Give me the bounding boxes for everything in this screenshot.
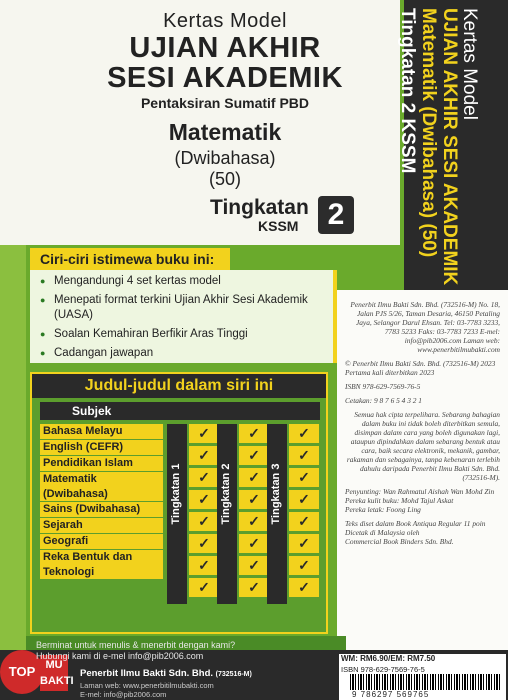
publisher-address: Penerbit Ilmu Bakti Sdn. Bhd. (732516-M) No. 18, Jalan PJS 5/26, Taman Desaria, 46150 Petaling Jaya, Selangor Darul Ehsan. Tel: 03-7783 3233, 7783 5233 Faks: 03-7783 7233 E-mel: info@pib2006.com Laman web: www.penerbitilmubakti.com — [350, 300, 500, 354]
subject-header: Subjek — [40, 402, 320, 420]
publisher-name — [80, 668, 252, 679]
check-icon: ✓ — [289, 534, 319, 553]
subject-cell: Geografi — [40, 534, 163, 549]
barcode-number: 9 786297 569765 — [352, 690, 430, 699]
check-icon: ✓ — [239, 534, 269, 553]
check-icon: ✓ — [189, 534, 219, 553]
publisher-info — [345, 300, 500, 551]
series-title: Judul-judul dalam siri ini — [32, 374, 326, 398]
penyunting: Penyunting: Wan Rahmatul Aishah Wan Mohd Zin — [345, 487, 495, 496]
tingkatan-block — [210, 196, 370, 240]
subject-cell: English (CEFR) — [40, 440, 163, 455]
features-item: ● Cadangan jawapan — [40, 346, 327, 361]
email-link[interactable]: E-mel: info@pib2006.com — [80, 690, 167, 699]
kertas-model-label: Kertas Model — [163, 10, 287, 32]
isbn-label: ISBN 978-629-7569-76-5 — [341, 665, 425, 674]
check-icon: ✓ — [189, 578, 219, 597]
subject-cell: Matematik (Dwibahasa) — [40, 472, 163, 501]
subject-title: Matematik — [168, 119, 282, 145]
check-icon: ✓ — [239, 512, 269, 531]
level-badge: 2 — [318, 196, 354, 234]
spine-line-3: Matematik (Dwibahasa) (50) — [418, 8, 439, 258]
check-icon: ✓ — [289, 512, 319, 531]
tingkatan-column-label: Tingkatan 3 — [270, 463, 282, 525]
check-icon: ✓ — [289, 446, 319, 465]
price-label: WM: RM6.90/EM: RM7.50 — [341, 654, 436, 663]
pentaksiran-subtitle: Pentaksiran Sumatif PBD — [140, 95, 310, 111]
features-title: Ciri-ciri istimewa buku ini: — [30, 248, 230, 270]
subject-cell: Reka Bentuk dan Teknologi — [40, 550, 163, 579]
spine-line-4: Tingkatan 2 KSSM — [397, 8, 418, 174]
ujian-title-line1: UJIAN AKHIR — [129, 32, 321, 64]
features-item: ● Soalan Kemahiran Berfikir Aras Tinggi — [40, 327, 327, 342]
rights-notice: Semua hak cipta terpelihara. Sebarang bahagian dalam buku ini tidak boleh diterbitkan semula, disimpan dalam cara yang boleh digunakan lagi, ataupun dipindahkan dalam sebarang bentuk atau cara, baik secara elektronik, mekanik, gambar, rakaman dan sebagainya, tanpa kebenaran terlebih dahulu daripada Penerbit Ilmu Bakti Sdn. Bhd. (732516-M). — [346, 410, 500, 482]
pereka-letak: Pereka letak: Foong Ling — [345, 505, 421, 514]
spine-line-2: UJIAN AKHIR SESI AKADEMIK — [439, 8, 460, 286]
check-icon: ✓ — [289, 468, 319, 487]
footer-links — [80, 681, 214, 699]
cetakan: Cetakan: 9 8 7 6 5 4 3 2 1 — [345, 396, 422, 405]
check-icon: ✓ — [189, 490, 219, 509]
dwibahasa-label: (Dwibahasa) — [174, 148, 276, 168]
subject-cell: Bahasa Melayu — [40, 424, 163, 439]
check-icon: ✓ — [189, 446, 219, 465]
check-icon: ✓ — [239, 490, 269, 509]
tingkatan-column — [267, 424, 287, 604]
pereka-kulit: Pereka kulit buku: Mohd Tajul Askat — [345, 496, 454, 505]
check-icon: ✓ — [289, 424, 319, 443]
contact-line-2: Hubungi kami di e-mel info@pib2006.com — [36, 651, 204, 661]
tingkatan-column-label: Tingkatan 2 — [220, 463, 232, 525]
kssm-label: KSSM — [258, 218, 299, 234]
check-icon: ✓ — [289, 578, 319, 597]
print-info — [345, 519, 500, 546]
check-icon: ✓ — [189, 512, 219, 531]
check-icon: ✓ — [189, 556, 219, 575]
check-icon: ✓ — [289, 556, 319, 575]
check-icon: ✓ — [239, 424, 269, 443]
check-icon: ✓ — [239, 446, 269, 465]
publisher-name-text: Penerbit Ilmu Bakti Sdn. Bhd. — [80, 668, 214, 679]
printer-name: Commercial Book Binders Sdn. Bhd. — [345, 537, 454, 546]
tingkatan-column — [217, 424, 237, 604]
features-box — [30, 248, 337, 363]
check-icon: ✓ — [239, 578, 269, 597]
dicetak: Dicetak di Malaysia oleh — [345, 528, 420, 537]
series-box — [30, 372, 328, 634]
title-block — [60, 10, 390, 190]
check-icon: ✓ — [239, 556, 269, 575]
subject-cell: Sains (Dwibahasa) — [40, 502, 163, 517]
subject-cell: Pendidikan Islam — [40, 456, 163, 471]
contact-line-1: Berminat untuk menulis & menerbit dengan kami? — [36, 640, 236, 650]
ujian-title-line2: SESI AKADEMIK — [107, 62, 343, 94]
barcode — [350, 674, 500, 690]
top-logo: TOP — [0, 650, 44, 694]
features-item: ● Mengandungi 4 set kertas model — [40, 274, 327, 289]
check-icon: ✓ — [289, 490, 319, 509]
isbn-text: ISBN 978-629-7569-76-5 — [345, 382, 421, 391]
features-list — [30, 270, 337, 363]
features-item: ● Menepati format terkini Ujian Akhir Sesi Akademik (UASA) — [40, 293, 327, 323]
check-icon: ✓ — [189, 468, 219, 487]
subject-cell: Sejarah — [40, 518, 163, 533]
publisher-code: (732516-M) — [215, 671, 252, 678]
subject-code: (50) — [208, 169, 241, 189]
spine-line-1: Kertas Model — [459, 8, 480, 120]
credits — [345, 487, 500, 514]
contact-text — [36, 640, 346, 662]
pib-logo: MU BAKTI — [40, 655, 68, 691]
tingkatan-column-label: Tingkatan 1 — [170, 463, 182, 525]
teks-info: Teks diset dalam Book Antiqua Regular 11 poin — [345, 519, 486, 528]
check-icon: ✓ — [189, 424, 219, 443]
copyright: © Penerbit Ilmu Bakti Sdn. Bhd. (732516-M) 2023 Pertama kali diterbitkan 2023 — [345, 359, 496, 377]
tingkatan-label: Tingkatan — [210, 196, 309, 219]
tingkatan-column — [167, 424, 187, 604]
check-icon: ✓ — [239, 468, 269, 487]
website-link[interactable]: Laman web: www.penerbitilmubakti.com — [80, 681, 214, 690]
